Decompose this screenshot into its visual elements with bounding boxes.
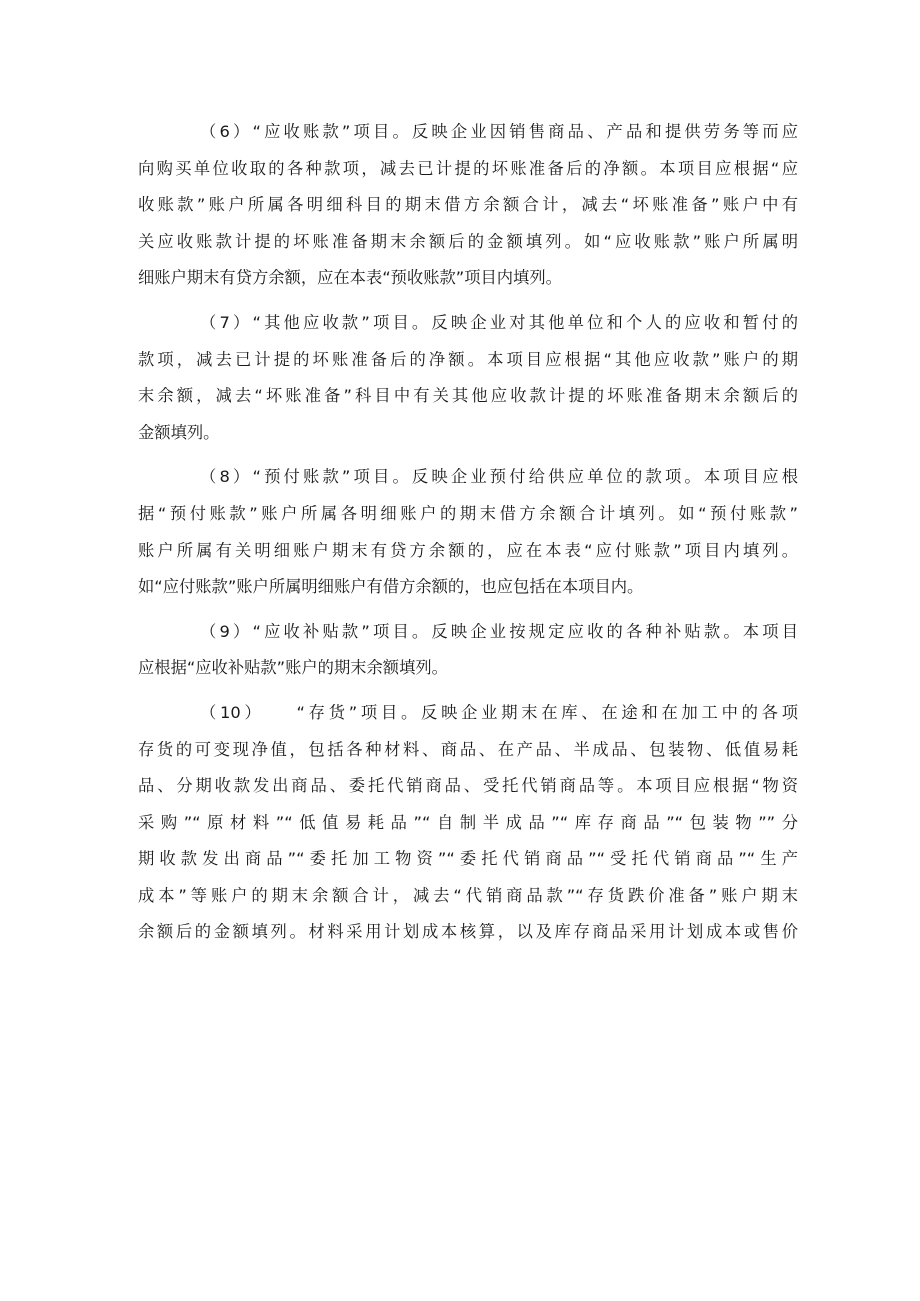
paragraph-line: 关应收账款计提的坏账准备期末余额后的金额填列。如“应收账款”账户所属明 (138, 231, 798, 251)
paragraph-line: 如“应付账款”账户所属明细账户有借方余额的，也应包括在本项目内。 (138, 577, 644, 597)
paragraph-line: （10） “存货”项目。反映企业期末在库、在途和在加工中的各项 (200, 702, 798, 722)
paragraph-line: 期收款发出商品”“委托加工物资”“委托代销商品”“受托代销商品”“生产 (138, 849, 798, 869)
paragraph-gap (138, 451, 798, 459)
paragraph-line: （8）“预付账款”项目。反映企业预付给供应单位的款项。本项目应根 (200, 467, 798, 487)
document-body (138, 114, 798, 951)
paragraph-accounts-receivable (138, 114, 798, 297)
paragraph-line: 款项，减去已计提的坏账准备后的净额。本项目应根据“其他应收款”账户的期 (138, 349, 798, 369)
paragraph-line: 应根据“应收补贴款”账户的期末余额填列。 (138, 658, 448, 678)
paragraph-line: 账户所属有关明细账户期末有贷方余额的，应在本表“应付账款”项目内填列。 (138, 540, 798, 560)
paragraph-prepayments (138, 459, 798, 605)
paragraph-line: 细账户期末有贷方余额，应在本表“预收账款”项目内填列。 (138, 268, 562, 288)
paragraph-line: （9）“应收补贴款”项目。反映企业按规定应收的各种补贴款。本项目 (200, 621, 798, 641)
paragraph-line: 末余额，减去“坏账准备”科目中有关其他应收款计提的坏账准备期末余额后的 (138, 386, 798, 406)
paragraph-line: （7）“其他应收款”项目。反映企业对其他单位和个人的应收和暂付的 (200, 312, 798, 332)
paragraph-line: 据“预付账款”账户所属各明细账户的期末借方余额合计填列。如“预付账款” (138, 503, 798, 523)
paragraph-line: 余额后的金额填列。材料采用计划成本核算，以及库存商品采用计划成本或售价 (138, 922, 798, 942)
paragraph-gap (138, 687, 798, 695)
paragraph-inventory (138, 695, 798, 951)
paragraph-line: 成本”等账户的期末余额合计，减去“代销商品款”“存货跌价准备”账户期末 (138, 885, 798, 905)
paragraph-line: 采购”“原材料”“低值易耗品”“自制半成品”“库存商品”“包装物””分 (138, 812, 798, 832)
paragraph-line: 存货的可变现净值，包括各种材料、商品、在产品、半成品、包装物、低值易耗 (138, 739, 798, 759)
paragraph-line: 金额填列。 (138, 422, 220, 442)
paragraph-line: （6）“应收账款”项目。反映企业因销售商品、产品和提供劳务等而应 (200, 122, 798, 141)
paragraph-line: 品、分期收款发出商品、委托代销商品、受托代销商品等。本项目应根据“物资 (138, 776, 798, 796)
paragraph-line: 收账款”账户所属各明细科目的期末借方余额合计，减去“坏账准备”账户中有 (138, 195, 798, 215)
paragraph-gap (138, 297, 798, 305)
paragraph-line: 向购买单位收取的各种款项，减去已计提的坏账准备后的净额。本项目应根据“应 (138, 158, 798, 178)
paragraph-subsidies-receivable (138, 614, 798, 687)
paragraph-other-receivables (138, 305, 798, 451)
paragraph-gap (138, 606, 798, 614)
